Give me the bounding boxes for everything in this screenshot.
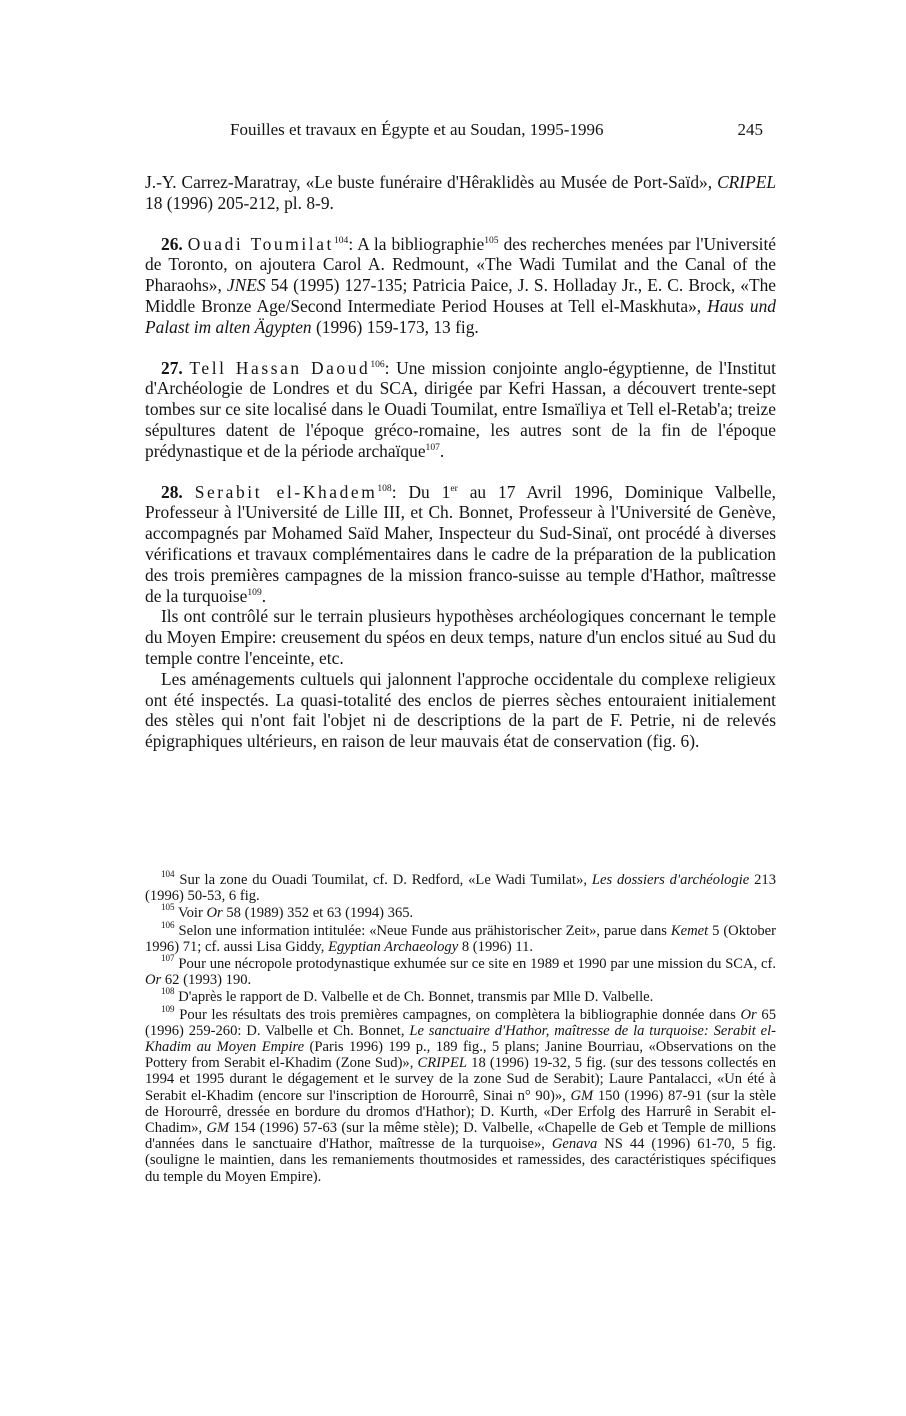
text-run: (Paris 1996) 199 p., 189 fig., 5 plans; Janine Bourriau, «Observations on the Pottery from Serabit el-Khadim (Zone Sud)», [145,1039,776,1072]
journal-title: Egyptian Archaeology [328,938,459,955]
footnote-104 [145,869,776,905]
paragraph-controls: Ils ont contrôlé sur le terrain plusieurs hypothèses archéologiques concernant le temple du Moyen Empire: creusement du spéos en deux temps, nature d'un enclos situé au Sud du temple contre l'enceinte, etc. [145,606,776,668]
section-number: 26. [161,233,183,254]
text-run: : A la bibliographie [348,233,485,254]
text-run: D'après le rapport de D. Valbelle et de Ch. Bonnet, transmis par Mlle D. Valbelle. [174,989,654,1006]
text-run: . [439,440,445,461]
journal-title: Genava [551,1136,598,1153]
section-number: 27. [161,357,183,378]
text-run: 18 (1996) 19-32, 5 fig. (sur des tessons collectés en 1994 et 1995 durant le dégagement et le survey de la zone Sud de Serabit); Laure Pantalacci, «Un été à Serabit el-Khadim (encore sur l'inscription de Horourrê, Sinai n° 90)», [145,1055,776,1104]
footnote-ref: 106 [370,358,385,370]
paragraph-amenagements: Les aménagements cultuels qui jalonnent l'approche occidentale du complexe religieux ont été inspectés. La quasi-totalité des enclos de pierres sèches entouraient initialement des stèles qui n'ont fait l'objet ni de descriptions de la part de F. Petrie, ni de relevés épigraphiques ultérieurs, en raison de leur mauvais état de conservation (fig. 6). [145,668,776,752]
footnote-106 [145,919,776,955]
running-title: Fouilles et travaux en Égypte et au Soudan, 1995-1996 [230,120,604,139]
footnote-105 [145,902,776,922]
footnote-108 [145,986,776,1006]
journal-title: Kemet [670,922,709,939]
text-run: J.-Y. Carrez-Maratray, «Le buste funéraire d'Hêraklidès au Musée de Port-Saïd», [145,172,718,192]
footnote-ref: 107 [425,441,440,453]
section-28 [145,482,776,607]
text-run: 62 (1993) 190. [161,972,252,989]
footnote-number: 109 [161,1003,175,1014]
text-run: 54 (1995) 127-135; Patricia Paice, J. S. Holladay Jr., E. C. Brock, «The Middle Bronze Age/Second Intermediate Period Houses at Tell el-Maskhuta», [145,275,776,316]
continuation-paragraph [145,172,776,214]
text-run: . [261,585,267,606]
footnote-109 [145,1003,777,1185]
journal-title: CRIPEL [717,172,776,192]
footnotes [145,869,777,1186]
footnote-number: 108 [161,986,175,997]
journal-title: JNES [226,275,266,296]
journal-title: CRIPEL [417,1055,467,1072]
text-run: 58 (1989) 352 et 63 (1994) 365. [222,905,414,922]
book-title: Haus und Palast im alten Ägypten [145,295,776,337]
site-name: Serabit el-Khadem [194,481,378,502]
text-run: 8 (1996) 11. [458,938,534,955]
text-run: : Du 1 [391,481,451,502]
book-title: Le sanctuaire d'Hathor, maîtresse de la turquoise: Serabit el-Khadim au Moyen Empire [145,1022,777,1056]
text-run: : Une mission conjointe anglo-égyptienne, de l'Institut d'Archéologie de Londres et du SCA, dirigée par Kefri Hassan, a découvert trente-sept tombes sur ce site localisé dans le Ouadi Toumilat, entre Ismaïliya et Tell el-Retab'a; treize sépultures datent de l'époque gréco-romaine, les autres sont de la fin de l'époque prédynastique et de la période archaïque [145,357,776,461]
journal-title: Or [206,905,223,922]
page-number: 245 [737,120,763,139]
main-text [145,172,776,752]
ordinal-suffix: er [450,482,458,494]
footnote-107 [145,953,776,989]
text-run: au 17 Avril 1996, Dominique Valbelle, Professeur à l'Université de Lille III, et Ch. Bonnet, Professeur à l'Université de Genève, accompagnés par Mohamed Saïd Maher, Inspecteur du Sud-Sinaï, ont procédé à diverses vérifications et travaux complémentaires dans le cadre de la préparation de la publication des trois premières campagnes de la mission franco-suisse au temple d'Hathor, maîtresse de la turquoise [145,481,776,606]
journal-title: GM [206,1120,230,1137]
text-run: 5 (Oktober 1996) 71; cf. aussi Lisa Giddy, [145,922,776,955]
footnote-ref: 109 [247,586,262,598]
text-run: 65 (1996) 259-260: D. Valbelle et Ch. Bonnet, [145,1006,777,1039]
footnote-ref: 104 [333,234,349,246]
footnote-ref: 108 [377,482,392,494]
section-26 [145,234,776,338]
text-run: Pour les résultats des trois premières campagnes, on complètera la bibliographie donnée dans [174,1006,741,1023]
footnote-number: 104 [161,869,175,880]
text-run: 213 (1996) 50-53, 6 fig. [145,872,776,905]
footnote-number: 106 [161,919,175,930]
journal-title: Les dossiers d'archéologie [591,872,750,888]
text-run: NS 44 (1996) 61-70, 5 fig. (souligne le maintien, dans les remaniements thoutmosides et ramessides, des caractéristiques spécifiques du temple du Moyen Empire). [145,1136,776,1185]
site-name: Tell Hassan Daoud [189,357,371,378]
text-run: 18 (1996) 205-212, pl. 8-9. [145,192,334,213]
section-number: 28. [161,481,183,502]
text-run: Selon une information intitulée: «Neue Funde aus prähistorischer Zeit», parue dans [174,922,671,939]
footnote-number: 105 [161,902,175,913]
text-run: Sur la zone du Ouadi Toumilat, cf. D. Redford, «Le Wadi Tumilat», [174,872,592,888]
section-27 [145,358,776,462]
running-header [145,118,763,142]
text-run: 150 (1996) 87-91 (sur la stèle de Horourrê, dressée en bordure du dromos d'Hathor); D. Kurth, «Der Erfolg des Harrurê in Serabit el-Chadim», [145,1087,776,1137]
footnote-ref: 105 [484,234,499,246]
footnote-number: 107 [161,953,175,964]
journal-title: Or [145,972,162,989]
text-run: Voir [174,905,207,922]
text-run: (1996) 159-173, 13 fig. [311,316,479,337]
text-run: Pour une nécropole protodynastique exhumée sur ce site en 1989 et 1990 par une mission du SCA, cf. [174,956,776,973]
text-run: 154 (1996) 57-63 (sur la même stèle); D. Valbelle, «Chapelle de Geb et Temple de millions d'années dans le sanctuaire d'Hathor, maîtresse de la turquoise», [145,1120,777,1153]
site-name: Ouadi Toumilat [187,233,334,254]
text-run: des recherches menées par l'Université de Toronto, on ajoutera Carol A. Redmount, «The Wadi Tumilat and the Canal of the Pharaohs», [145,233,776,296]
journal-title: GM [570,1087,594,1104]
journal-title: Or [740,1006,757,1023]
